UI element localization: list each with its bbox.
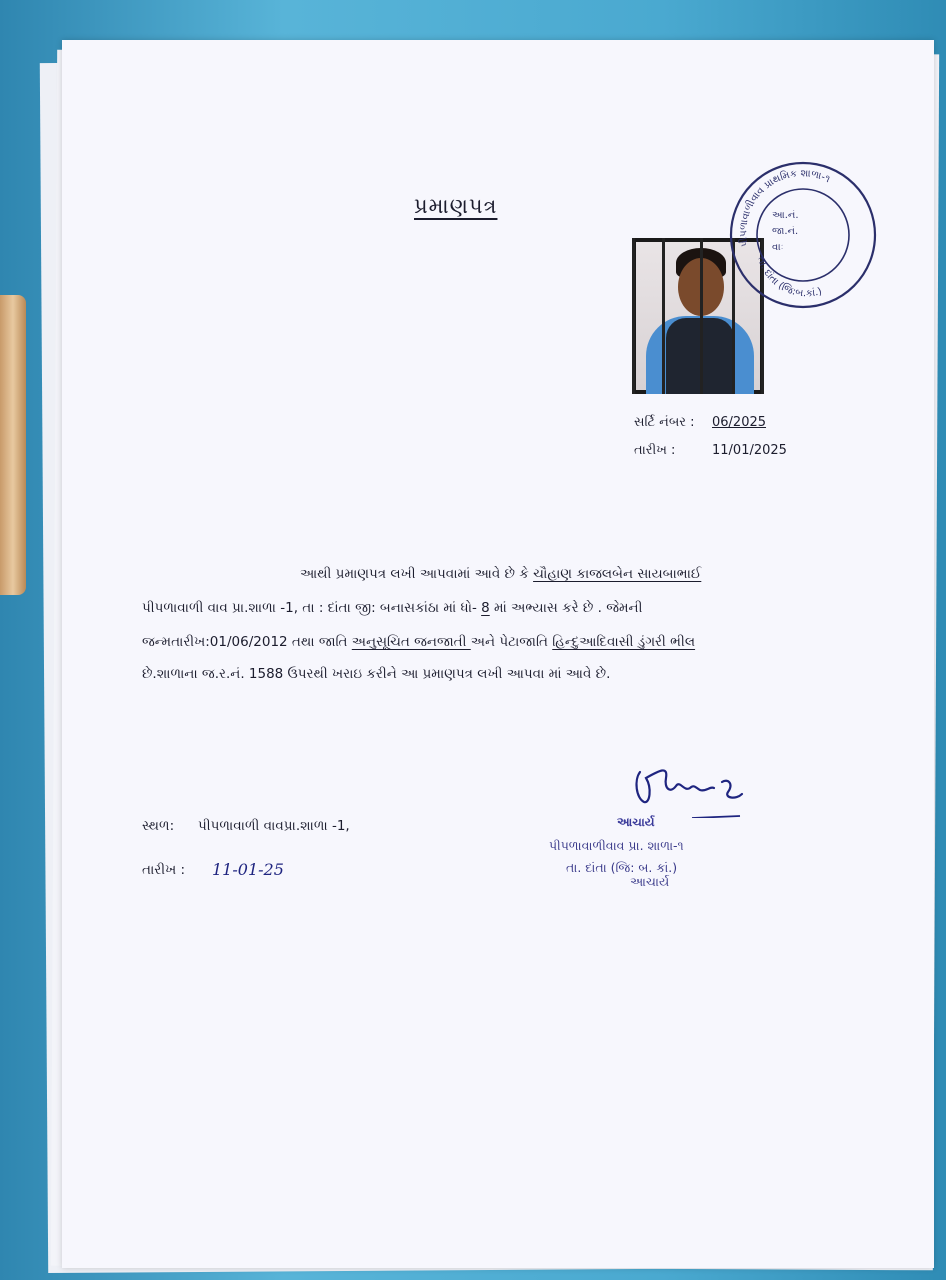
signatory-title: આચાર્ય	[617, 815, 655, 829]
body-text: પીપળાવાળી વાવ પ્રા.શાળા -1, તા : દાંતા જી: બનાસકાંઠા માં ધો-	[142, 600, 482, 616]
body-line-3	[142, 634, 695, 650]
certificate-title: પ્રમાણપત્ર	[414, 194, 498, 218]
principal-signature	[630, 758, 750, 818]
body-line-1	[300, 566, 701, 582]
place-label: સ્થળ:	[142, 818, 175, 834]
certificate-number-value: 06/2025	[712, 415, 767, 430]
certificate-date-label: તારીખ :	[634, 443, 676, 458]
place-value: પીપળાવાળી વાવપ્રા.શાળા -1,	[198, 818, 350, 834]
wooden-object-edge	[0, 295, 26, 595]
stamp-bottom-text: તા. દાંતા (જિ:બ.કાં.)	[754, 255, 824, 300]
school-round-stamp	[728, 158, 878, 312]
body-line-4: છે.શાળાના જ.ર.નં. 1588 ઉપરથી ખરાઇ કરીને આ પ્રમાણપત્ર લખી આપવા માં આવે છે.	[142, 666, 611, 682]
body-text: જન્મતારીખ:01/06/2012 તથા જાતિ	[142, 634, 352, 650]
student-name: ચૌહાણ કાજલબેન સાયબાભાઈ	[533, 566, 702, 582]
body-text: માં અભ્યાસ કરે છે . જેમની	[489, 600, 643, 616]
footer-date-handwritten: 11-01-25	[212, 860, 284, 879]
stamp-field: આ.નં.	[772, 210, 799, 221]
seal-line-3: આચાર્ય	[630, 874, 670, 889]
stamp-field: જા.નં.	[772, 226, 799, 237]
subcaste-value: હિન્દુઆદિવાસી ડુંગરી ભીલ	[552, 634, 696, 650]
stamp-ring-text: પીપળાવાળીવાવ પ્રાથમિક શાળા-૧	[738, 168, 832, 248]
certificate-number-label: સર્ટિ નંબર :	[634, 415, 695, 430]
seal-line-2: તા. દાંતા (જિ: બ. કાં.)	[566, 860, 678, 875]
photo-frame-bar	[662, 238, 665, 394]
body-text: અને પેટાજાતિ	[470, 634, 553, 650]
certificate-date-value: 11/01/2025	[712, 443, 787, 458]
footer-date-label: તારીખ :	[142, 862, 186, 878]
stamp-field: વાઃ	[772, 242, 784, 253]
body-text: આથી પ્રમાણપત્ર લખી આપવામાં આવે છે કે	[300, 566, 534, 582]
body-line-2	[142, 600, 642, 616]
standard-value: 8	[481, 600, 490, 616]
photo-frame-bar	[700, 238, 703, 394]
seal-line-1: પીપળાવાળીવાવ પ્રા. શાળા-૧	[549, 838, 684, 853]
photo-frame-bar	[632, 238, 635, 394]
svg-text:તા. દાંતા (જિ:બ.કાં.)	[755, 255, 823, 299]
caste-value: અનુસૂચિત જનજાતી	[351, 634, 471, 650]
